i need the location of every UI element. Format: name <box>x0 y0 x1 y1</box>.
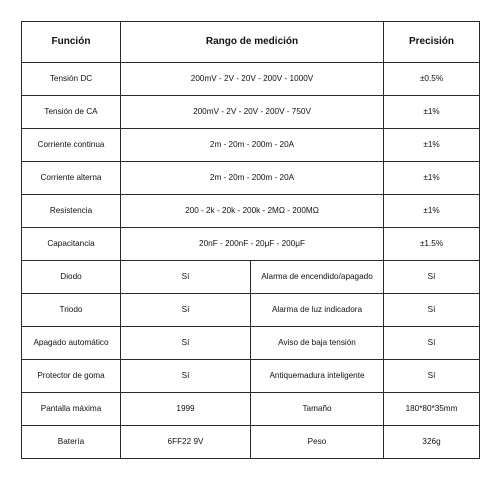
feature-label-cell: Apagado automático <box>22 327 121 360</box>
feature-value-cell: Sí <box>384 261 480 294</box>
row-range-cell: 200mV - 2V - 20V - 200V - 1000V <box>121 63 384 96</box>
table-row <box>22 393 480 426</box>
spec-table <box>21 21 480 459</box>
table-row <box>22 327 480 360</box>
table-row <box>22 63 480 96</box>
feature-label-cell: Aviso de baja tensión <box>251 327 384 360</box>
row-function-cell: Resistencia <box>22 195 121 228</box>
feature-value-cell: Sí <box>121 327 251 360</box>
row-range-cell: 200 - 2k - 20k - 200k - 2MΩ - 200MΩ <box>121 195 384 228</box>
row-range-cell: 200mV - 2V - 20V - 200V - 750V <box>121 96 384 129</box>
row-function-cell: Tensión DC <box>22 63 121 96</box>
feature-value-cell: 326g <box>384 426 480 459</box>
table-header-row <box>22 22 480 63</box>
table-row <box>22 129 480 162</box>
row-precision-cell: ±1% <box>384 129 480 162</box>
feature-value-cell: Sí <box>121 294 251 327</box>
feature-label-cell: Triodo <box>22 294 121 327</box>
row-function-cell: Tensión de CA <box>22 96 121 129</box>
row-range-cell: 20nF - 200nF - 20μF - 200μF <box>121 228 384 261</box>
row-function-cell: Corriente continua <box>22 129 121 162</box>
table-row <box>22 228 480 261</box>
spec-table-container <box>21 21 480 459</box>
row-precision-cell: ±1% <box>384 162 480 195</box>
row-precision-cell: ±1% <box>384 96 480 129</box>
feature-label-cell: Protector de goma <box>22 360 121 393</box>
feature-value-cell: Sí <box>384 294 480 327</box>
feature-value-cell: Sí <box>384 360 480 393</box>
feature-label-cell: Diodo <box>22 261 121 294</box>
row-precision-cell: ±1% <box>384 195 480 228</box>
feature-label-cell: Alarma de luz indicadora <box>251 294 384 327</box>
feature-value-cell: 6FF22 9V <box>121 426 251 459</box>
feature-label-cell: Pantalla máxima <box>22 393 121 426</box>
row-precision-cell: ±0.5% <box>384 63 480 96</box>
table-row <box>22 426 480 459</box>
header-rango: Rango de medición <box>121 22 384 63</box>
table-row <box>22 261 480 294</box>
table-row <box>22 162 480 195</box>
table-row <box>22 360 480 393</box>
feature-label-cell: Peso <box>251 426 384 459</box>
row-range-cell: 2m - 20m - 200m - 20A <box>121 162 384 195</box>
feature-label-cell: Antiquemadura inteligente <box>251 360 384 393</box>
row-range-cell: 2m - 20m - 200m - 20A <box>121 129 384 162</box>
feature-label-cell: Tamaño <box>251 393 384 426</box>
feature-value-cell: 1999 <box>121 393 251 426</box>
feature-value-cell: Sí <box>121 261 251 294</box>
table-row <box>22 96 480 129</box>
row-function-cell: Capacitancia <box>22 228 121 261</box>
table-row <box>22 294 480 327</box>
table-row <box>22 195 480 228</box>
feature-label-cell: Batería <box>22 426 121 459</box>
feature-label-cell: Alarma de encendido/apagado <box>251 261 384 294</box>
feature-value-cell: Sí <box>121 360 251 393</box>
row-precision-cell: ±1.5% <box>384 228 480 261</box>
feature-value-cell: Sí <box>384 327 480 360</box>
feature-value-cell: 180*80*35mm <box>384 393 480 426</box>
header-precision: Precisión <box>384 22 480 63</box>
header-funcion: Función <box>22 22 121 63</box>
row-function-cell: Corriente alterna <box>22 162 121 195</box>
